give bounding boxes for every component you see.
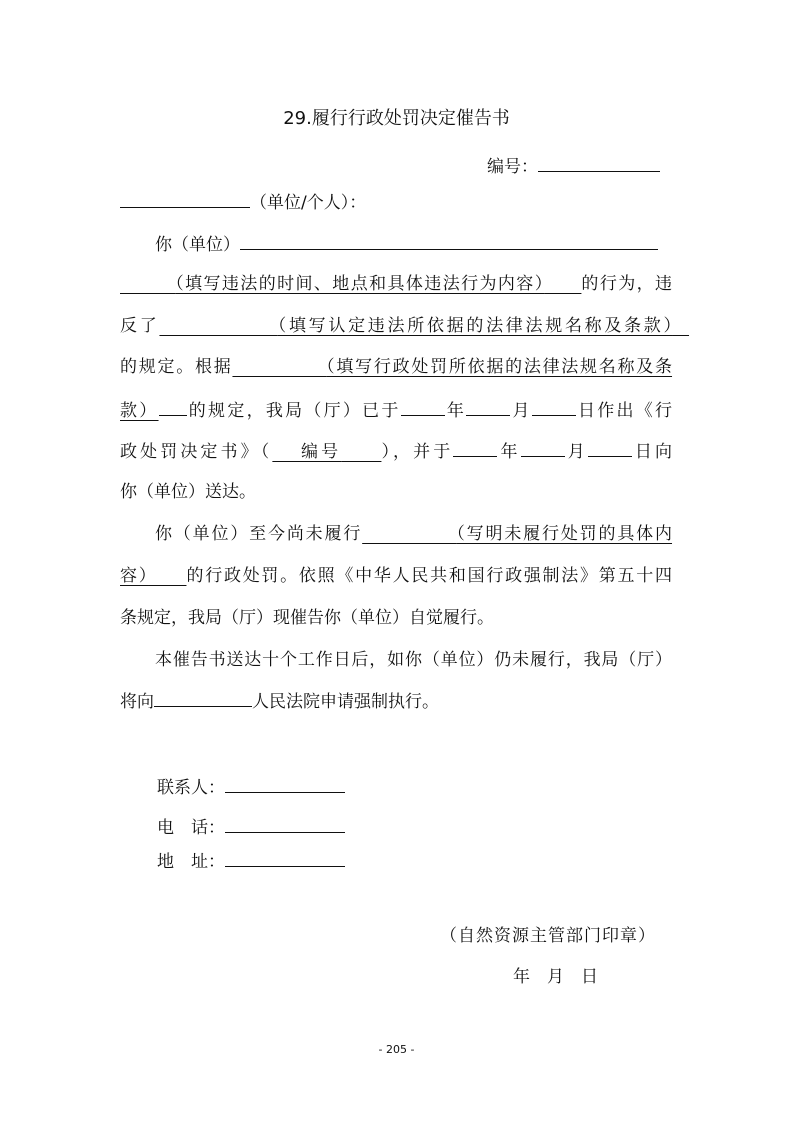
label: 电 话： bbox=[157, 818, 225, 838]
year-blank[interactable] bbox=[401, 397, 445, 416]
p1-line4 bbox=[120, 355, 672, 379]
text: 的行政处罚。依照《中华人民共和国行政强制法》第五十四 bbox=[186, 566, 673, 586]
number-blank[interactable] bbox=[538, 153, 660, 172]
p3-line1: 本催告书送达十个工作日后，如你（单位）仍未履行，我局（厅） bbox=[155, 650, 672, 670]
text: 人民法院申请强制执行。 bbox=[252, 692, 439, 712]
day-blank[interactable] bbox=[588, 438, 632, 457]
phone-blank[interactable] bbox=[225, 814, 345, 833]
p3-line2 bbox=[120, 688, 672, 712]
contact-person-blank[interactable] bbox=[225, 774, 345, 793]
recipient-suffix: （单位/个人）： bbox=[250, 193, 367, 213]
unfulfilled-fill[interactable]: （写明未履行处罚的具体内 bbox=[456, 524, 673, 544]
text: 你（单位） bbox=[155, 235, 240, 255]
text: 反了 bbox=[120, 316, 160, 336]
seal-text: （自然资源主管部门印章） bbox=[440, 926, 656, 946]
p2-line1 bbox=[155, 522, 672, 546]
page-title: 29.履行行政处罚决定催告书 bbox=[283, 108, 510, 129]
month-blank[interactable] bbox=[521, 438, 565, 457]
text: ），并于 bbox=[381, 442, 454, 462]
text: 年 bbox=[497, 442, 521, 462]
text: 将向 bbox=[120, 692, 154, 712]
date-text: 年 月 日 bbox=[513, 967, 598, 987]
penalty-law-fill-end[interactable]: 款） bbox=[120, 401, 159, 421]
p1-line1 bbox=[155, 231, 675, 255]
text: 日作出《行 bbox=[575, 401, 673, 421]
penalty-law-fill[interactable]: （填写行政处罚所依据的法律法规名称及条 bbox=[326, 357, 673, 377]
month-blank[interactable] bbox=[466, 397, 510, 416]
p2-line2 bbox=[120, 564, 672, 588]
text: 的行为，违 bbox=[581, 274, 673, 294]
text: 月 bbox=[564, 442, 588, 462]
label: 地 址： bbox=[157, 852, 225, 872]
unfulfilled-fill-end[interactable]: 容） bbox=[120, 566, 149, 586]
number-line bbox=[487, 153, 667, 177]
p1-line6 bbox=[120, 438, 672, 462]
text: 的规定，我局（厅）已于 bbox=[186, 401, 401, 421]
text: 你（单位）至今尚未履行 bbox=[155, 524, 363, 544]
blank[interactable] bbox=[159, 397, 187, 416]
page-number: - 205 - bbox=[378, 1043, 415, 1056]
label: 联系人： bbox=[157, 778, 225, 798]
year-blank[interactable] bbox=[453, 438, 497, 457]
law-fill[interactable]: （填写认定违法所依据的法律法规名称及条款） bbox=[277, 316, 673, 336]
p1-line3 bbox=[120, 314, 672, 338]
court-blank[interactable] bbox=[154, 688, 252, 707]
number-label: 编号： bbox=[487, 157, 538, 177]
p1-line5 bbox=[120, 397, 672, 421]
text: 政处罚决定书》（ bbox=[120, 442, 273, 462]
recipient-blank[interactable] bbox=[120, 189, 250, 208]
p1-line2 bbox=[120, 272, 672, 296]
phone-line bbox=[157, 814, 377, 838]
violation-fill[interactable]: （填写违法的时间、地点和具体违法行为内容） bbox=[175, 274, 545, 294]
contact-person-line bbox=[157, 774, 377, 798]
text: 年 bbox=[444, 401, 467, 421]
p1-line7: 你（单位）送达。 bbox=[120, 482, 256, 502]
address-line bbox=[157, 848, 377, 872]
decision-number-fill[interactable]: 编号 bbox=[301, 442, 342, 462]
text: 的规定。根据 bbox=[120, 357, 233, 377]
p2-line3: 条规定，我局（厅）现催告你（单位）自觉履行。 bbox=[120, 608, 494, 628]
text: 月 bbox=[510, 401, 532, 421]
text: 日向 bbox=[631, 442, 673, 462]
address-blank[interactable] bbox=[225, 848, 345, 867]
recipient-line bbox=[120, 189, 672, 213]
day-blank[interactable] bbox=[532, 397, 576, 416]
entity-blank[interactable] bbox=[240, 231, 658, 250]
